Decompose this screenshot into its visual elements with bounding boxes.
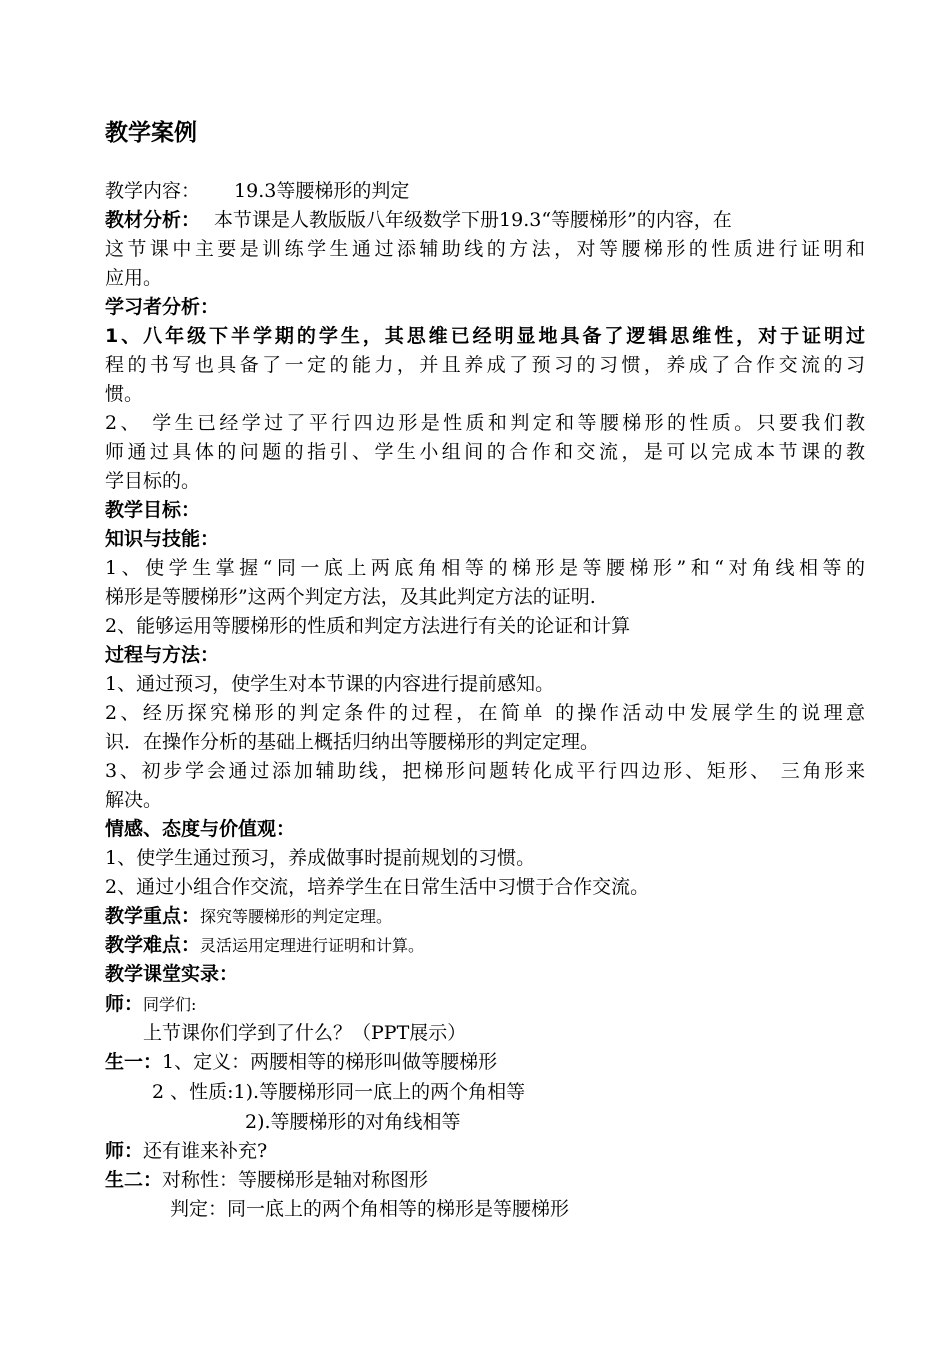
student-1-line	[105, 1048, 865, 1077]
learner-p1-line-1: 1、八年级下半学期的学生，其思维已经明显地具备了逻辑思维性，对于证明过	[105, 325, 865, 347]
record-heading: 教学课堂实录：	[105, 963, 239, 985]
process-item-2-line-2: 识．在操作分析的基础上概括归纳出等腰梯形的判定定理。	[105, 731, 600, 753]
knowledge-item-1-line-1: 1、使学生掌握“同一底上两底角相等的梯形是等腰梯形”和“对角线相等的	[105, 557, 865, 579]
teacher-2-text: 还有谁来补充?	[143, 1140, 268, 1162]
student-2-text: 对称性：等腰梯形是轴对称图形	[162, 1169, 429, 1191]
student-1-line-3: 2).等腰梯形的对角线相等	[245, 1111, 461, 1133]
student-2-line-2: 判定：同一底上的两个角相等的梯形是等腰梯形	[170, 1198, 570, 1220]
learner-p1-line-2: 程的书写也具备了一定的能力，并且养成了预习的习惯，养成了合作交流的习	[105, 354, 865, 376]
material-label: 教材分析：	[105, 209, 201, 231]
key-point-label: 教学重点：	[105, 905, 201, 927]
content-value: 19.3等腰梯形的判定	[234, 180, 410, 202]
emotion-item-1: 1、使学生通过预习，养成做事时提前规划的习惯。	[105, 847, 536, 869]
process-heading: 过程与方法：	[105, 644, 220, 666]
key-point-line	[105, 902, 865, 931]
document-title: 教学案例	[105, 120, 197, 146]
key-point-value: 探究等腰梯形的判定定理。	[200, 907, 393, 926]
difficulty-label: 教学难点：	[105, 934, 201, 956]
difficulty-line	[105, 931, 865, 960]
knowledge-item-2: 2、能够运用等腰梯形的性质和判定方法进行有关的论证和计算	[105, 615, 631, 637]
teacher-2-line	[105, 1137, 865, 1166]
student-2-label: 生二：	[105, 1169, 163, 1191]
material-line-3: 应用。	[105, 267, 163, 289]
teacher-1-text: 同学们:	[143, 995, 197, 1014]
material-line-2: 这节课中主要是训练学生通过添辅助线的方法，对等腰梯形的性质进行证明和	[105, 238, 865, 260]
student-1-label: 生一：	[105, 1051, 163, 1073]
content-line	[105, 177, 865, 206]
material-text-1: 本节课是人教版版八年级数学下册19.3“等腰梯形”的内容，在	[214, 209, 732, 231]
emotion-item-2: 2、通过小组合作交流，培养学生在日常生活中习惯于合作交流。	[105, 876, 650, 898]
student-1-text: 1、定义：两腰相等的梯形叫做等腰梯形	[162, 1051, 498, 1073]
process-item-1: 1、通过预习，使学生对本节课的内容进行提前感知。	[105, 673, 555, 695]
process-item-3-line-2: 解决。	[105, 789, 163, 811]
process-item-2-line-1: 2、经历探究梯形的判定条件的过程，在简单 的操作活动中发展学生的说理意	[105, 702, 865, 724]
learner-p2-line-1: 2、 学生已经学过了平行四边形是性质和判定和等腰梯形的性质。只要我们教	[105, 412, 865, 434]
student-2-line	[105, 1166, 865, 1195]
knowledge-item-1-line-2: 梯形是等腰梯形”这两个判定方法，及其此判定方法的证明.	[105, 586, 596, 608]
learner-p2-line-2: 师通过具体的问题的指引、学生小组间的合作和交流，是可以完成本节课的教	[105, 441, 865, 463]
knowledge-heading: 知识与技能：	[105, 528, 220, 550]
process-item-3-line-1: 3、初步学会通过添加辅助线，把梯形问题转化成平行四边形、矩形、 三角形来	[105, 760, 865, 782]
learner-heading: 学习者分析：	[105, 296, 220, 318]
learner-p1-line-3: 惯。	[105, 383, 144, 405]
teacher-label: 师：	[105, 993, 144, 1015]
teacher-1-line-2: 上节课你们学到了什么？（PPT展示）	[143, 1022, 467, 1044]
difficulty-value: 灵活运用定理进行证明和计算。	[200, 936, 425, 955]
learner-p2-line-3: 学目标的。	[105, 470, 201, 492]
student-1-line-2: 2 、性质:1).等腰梯形同一底上的两个角相等	[152, 1081, 526, 1103]
goals-heading: 教学目标：	[105, 499, 201, 521]
content-label: 教学内容：	[105, 180, 201, 202]
material-line-1	[105, 206, 865, 235]
emotion-heading: 情感、态度与价值观：	[105, 818, 296, 840]
teacher-2-label: 师：	[105, 1140, 144, 1162]
teacher-1-line	[105, 990, 865, 1019]
